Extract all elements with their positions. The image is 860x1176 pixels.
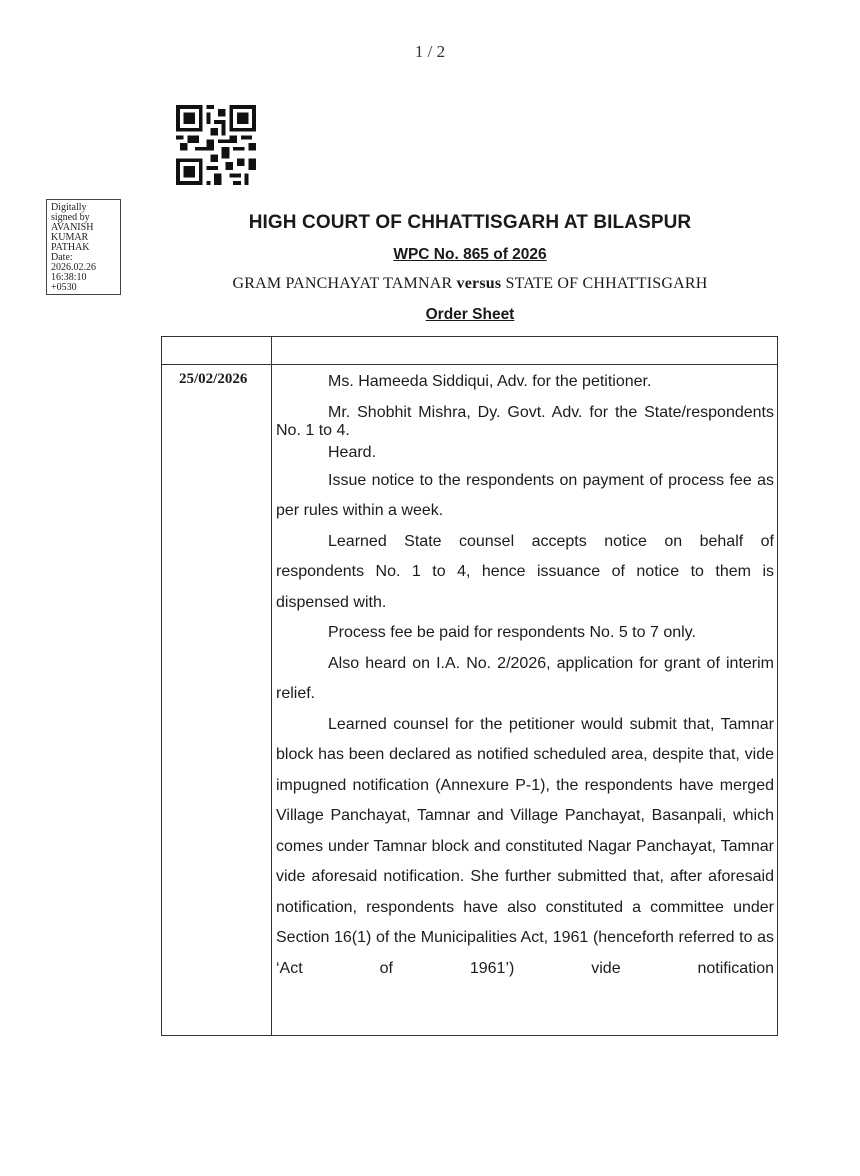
qr-code-icon <box>176 105 256 185</box>
parties-line <box>0 272 860 293</box>
versus-label: versus <box>456 275 502 292</box>
signature-line: Digitally <box>51 202 87 213</box>
order-paragraph: Learned counsel for the petitioner would submit that, Tamnar block has been declared as notified scheduled area, despite that, vide impugned notification (Annexure P-1), the respondents have merged Village Panchayat, Tamnar and Village Panchayat, Basanpali, which comes under Tamnar block and constituted Nagar Panchayat, Tamnar vide aforesaid notification. She further submitted that, after aforesaid notification, respondents have also constituted a committee under Section 16(1) of the Municipalities Act, 1961 (henceforth referred to as ‘Act of 1961’) vide notification <box>276 715 774 977</box>
column-divider <box>271 337 272 1035</box>
page-number: 1 / 2 <box>414 42 446 61</box>
order-paragraph: Mr. Shobhit Mishra, Dy. Govt. Adv. for the State/respondents No. 1 to 4. <box>276 403 774 439</box>
respondent-name: STATE OF CHHATTISGARH <box>505 275 708 292</box>
signature-line: KUMAR <box>51 232 89 243</box>
order-paragraph: Issue notice to the respondents on payment of process fee as per rules within a week. <box>276 471 774 519</box>
order-paragraph: Heard. <box>328 443 377 461</box>
signature-line: AVANISH <box>51 222 94 233</box>
signature-line: 2026.02.26 <box>51 262 96 273</box>
case-number: WPC No. 865 of 2026 <box>393 246 547 263</box>
header-row-divider <box>162 364 777 365</box>
signature-line: signed by <box>51 212 90 223</box>
court-title: HIGH COURT OF CHHATTISGARH AT BILASPUR <box>248 212 692 233</box>
order-sheet-title: Order Sheet <box>425 306 515 323</box>
signature-line: PATHAK <box>51 242 90 253</box>
order-text <box>276 367 774 984</box>
order-paragraph: Process fee be paid for respondents No. 5 to 7 only. <box>328 624 696 641</box>
petitioner-name: GRAM PANCHAYAT TAMNAR <box>232 275 453 292</box>
signature-line: 16:38:10 <box>51 272 87 283</box>
order-sheet-table <box>161 336 778 1036</box>
order-paragraph: Learned State counsel accepts notice on behalf of respondents No. 1 to 4, hence issuance of notice to them is dispensed with. <box>276 532 774 611</box>
order-paragraph: Ms. Hameeda Siddiqui, Adv. for the petitioner. <box>328 373 652 390</box>
order-paragraph: Also heard on I.A. No. 2/2026, application for grant of interim relief. <box>276 654 774 702</box>
signature-line: Date: <box>51 252 73 263</box>
signature-line: +0530 <box>51 282 77 293</box>
order-date: 25/02/2026 <box>179 371 248 387</box>
